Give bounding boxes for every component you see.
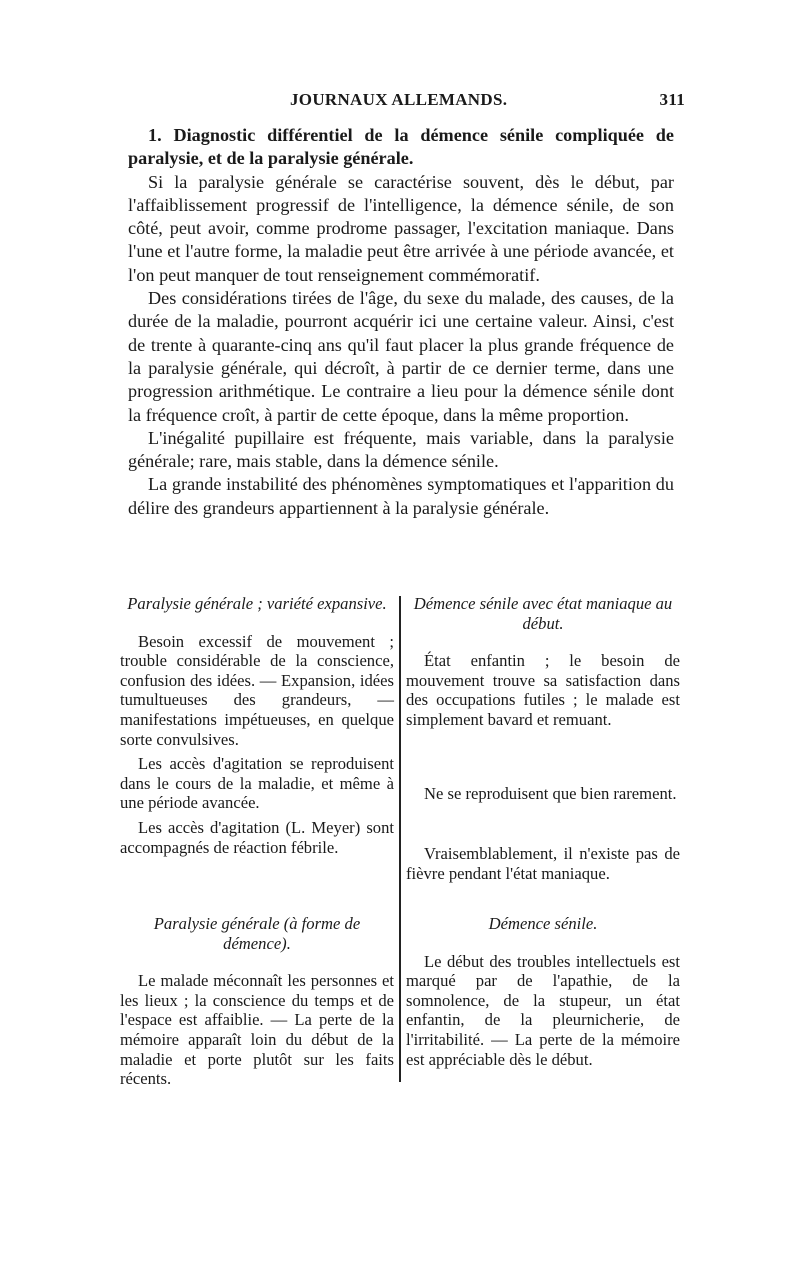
comparison-table — [120, 594, 682, 1089]
main-text — [128, 124, 674, 520]
section-title: Diagnostic différentiel de la démence sénile compliquée de paralysie, et de la paralysie générale. — [128, 125, 674, 169]
section-number: 1. — [148, 125, 162, 145]
left-section-2 — [120, 914, 394, 1094]
right-heading-senile-dementia: Démence sénile. — [488, 914, 598, 933]
left-paragraph: Les accès d'agitation (L. Meyer) sont accompagnés de réaction fébrile. — [120, 817, 394, 857]
right-section-2 — [406, 784, 680, 809]
right-heading-maniacal: Démence sénile avec état maniaque au début. — [413, 594, 673, 633]
paragraph: Des considérations tirées de l'âge, du sexe du malade, des causes, de la durée de la maladie, pourront acquérir ici une certaine valeur. Ainsi, c'est de trente à quarante-cinq ans qu'il faut placer la plus grande fréquence de la paralysie générale, qui décroît, à partir de ce dernier terme, dans une progression arithmétique. Le contraire a lieu pour la démence sénile dont la fréquence croît, à partir de cette époque, dans la même proportion. — [128, 288, 674, 425]
right-paragraph: Le début des troubles intellectuels est marqué par de l'apathie, de la somnolence, de la stupeur, un état enfantin, de la pleurnicherie, de l'irritabilité. — La perte de la mémoire est appréciable dès le début. — [406, 951, 680, 1069]
right-section-3 — [406, 844, 680, 888]
paragraph: L'inégalité pupillaire est fréquente, mais variable, dans la paralysie générale; rare, mais stable, dans la démence sénile. — [128, 427, 674, 472]
running-header — [290, 90, 685, 110]
column-divider — [399, 596, 401, 1082]
left-paragraph: Besoin excessif de mouvement ; trouble considérable de la conscience, confusion des idées. — Expansion, idées tumultueuses des grandeurs, — manifestations impétueuses, en quelque sorte convulsives. — [120, 631, 394, 749]
left-section-1 — [120, 594, 394, 862]
right-paragraph: Ne se reproduisent que bien rarement. — [424, 784, 677, 803]
left-paragraph: Le malade méconnaît les personnes et les lieux ; la conscience du temps et de l'espace est affaiblie. — La perte de la mémoire apparaît loin du début de la maladie et porte plutôt sur les faits récents. — [120, 971, 394, 1089]
paragraph: La grande instabilité des phénomènes symptomatiques et l'apparition du délire des grandeurs appartiennent à la paralysie générale. — [128, 474, 674, 518]
paragraph: Si la paralysie générale se caractérise souvent, dès le début, par l'affaiblissement progressif de l'intelligence, la démence sénile, de son côté, peut avoir, comme prodrome passager, l'excitation maniaque. Dans l'une et l'autre forme, la maladie peut être arrivée à une période avancée, et l'on peut manquer de tout renseignement commémoratif. — [128, 171, 674, 285]
running-title: JOURNAUX ALLEMANDS. — [290, 90, 508, 109]
section-heading — [128, 124, 674, 171]
left-heading-expansive: Paralysie générale ; variété expansive. — [127, 594, 387, 613]
right-paragraph: État enfantin ; le besoin de mouvement trouve sa satisfaction dans des occupations futiles ; le malade est simplement bavard et remuant. — [406, 651, 680, 729]
left-heading-dementia-form: Paralysie générale (à forme de démence). — [153, 914, 361, 953]
right-section-1 — [406, 594, 680, 735]
page-number: 311 — [659, 90, 685, 109]
left-paragraph: Les accès d'agitation se reproduisent dans le cours de la maladie, et même à une période avancée. — [120, 754, 394, 813]
right-paragraph: Vraisemblablement, il n'existe pas de fièvre pendant l'état maniaque. — [406, 844, 680, 883]
right-section-4 — [406, 914, 680, 1074]
